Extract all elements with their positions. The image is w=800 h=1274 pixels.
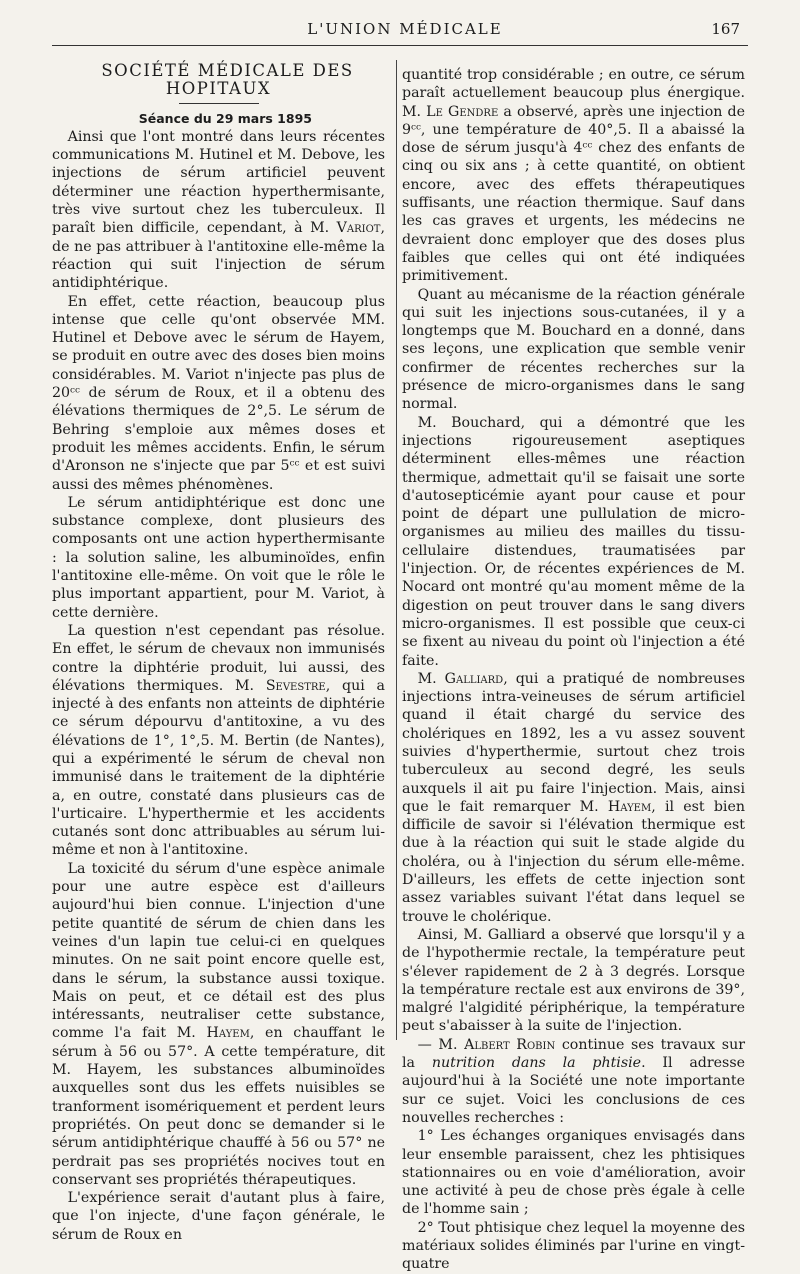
title-rule (179, 103, 259, 104)
paragraph: La toxicité du sérum d'une espèce animale pour une autre espèce est d'ailleurs aujourd'hui bien connue. L'injection d'une petite quantité de sérum de chien dans les veines d'un lapin tue celui-ci en quelques minutes. On ne sait point encore quelle est, dans le sérum, la substance aussi toxique. Mais on peut, et ce détail est des plus intéressants, neutraliser cette substance, comme l'a fait M. Hayem, en chauffant le sérum à 56 ou 57°. A cette température, dit M. Hayem, les substances albuminoïdes auxquelles sont dus les effets nuisibles se tranforment isomériquement et perdent leurs propriétés. On peut donc se demander si le sérum antidiphtérique chauffé à 56 ou 57° ne perdrait pas ses propriétés nocives tout en conservant ses propriétés thérapeutiques. (52, 860, 385, 1188)
paragraph: La question n'est cependant pas résolue. En effet, le sérum de chevaux non immunisés contre la diphtérie produit, lui aussi, des élévations thermiques. M. Sevestre, qui a injecté à des enfants non atteints de diphtérie ce sérum dépourvu d'antitoxine, a vu des élévations de 1°, 1°,5. M. Bertin (de Nantes), qui a expérimenté le sérum de cheval non immunisé dans le traitement de la diphtérie a, en outre, constaté dans plusieurs cas de l'urticaire. L'hyperthermie et les accidents cutanés sont donc attribuables au sérum lui-même et non à l'antitoxine. (52, 622, 385, 859)
running-header (60, 18, 750, 44)
paragraph: 1° Les échanges organiques envisagés dans leur ensemble paraissent, chez les phtisiques stationnaires ou en voie d'amélioration, avoir une activité à peu de chose près égale à celle de l'homme sain ; (402, 1128, 745, 1218)
paragraph: — M. Albert Robin continue ses travaux sur la nutrition dans la phtisie. Il adresse aujourd'hui à la Société une note importante sur ce sujet. Voici les conclusions de ces nouvelles recherches : (402, 1036, 746, 1126)
paragraph: M. Galliard, qui a pratiqué de nombreuses injections intra-veineuses de sérum artificiel quand il était chargé du service des cholériques en 1892, les a vu assez souvent suivies d'hyperthermie, surtout chez trois tuberculeux au second degré, les seuls auxquels il ait pu faire l'injection. Mais, ainsi que le fait remarquer M. Hayem, il est bien difficile de savoir si l'élévation thermique est due à la réaction qui suit le stade algide du choléra, ou à l'injection du sérum elle-même. D'ailleurs, les effets de cette injection sont assez variables suivant l'état dans lequel se trouve le cholérique. (402, 670, 746, 925)
paragraph: En effet, cette réaction, beaucoup plus intense que celle qu'ont observée MM. Hutinel et Debove avec le sérum de Hayem, se produit en outre avec des doses bien moins considérables. M. Variot n'injecte pas plus de 20ᶜᶜ de sérum de Roux, et il a obtenu des élévations thermiques de 2°,5. Le sérum de Behring s'emploie aux mêmes doses et produit les mêmes accidents. Enfin, le sérum d'Aronson ne s'injecte que par 5ᶜᶜ et est suivi aussi des mêmes phénomènes. (52, 293, 385, 493)
paragraph: L'expérience serait d'autant plus à faire, que l'on injecte, d'une façon générale, le sérum de Roux en (52, 1190, 385, 1243)
paragraph: Quant au mécanisme de la réaction générale qui suit les injections sous-cutanées, il y a longtemps que M. Bouchard en a donné, dans ses leçons, une explication que semble venir confirmer de récentes recherches sur la présence de micro-organismes dans le sang normal. (402, 286, 745, 413)
paragraph: Ainsi que l'ont montré dans leurs récentes communications M. Hutinel et M. Debove, les injections de sérum artificiel peuvent déterminer une réaction hyperthermisante, très vive surtout chez les tuberculeux. Il paraît bien difficile, cependant, à M. Variot, de ne pas attribuer à l'antitoxine elle-même la réaction qui suit l'injection de sérum antidiphtérique. (52, 128, 385, 292)
column-divider (396, 60, 397, 1040)
author-name: Variot (336, 220, 381, 237)
session-date: Séance du 29 mars 1895 (138, 110, 312, 126)
section-title: SOCIÉTÉ MÉDICALE DES HOPITAUX (101, 61, 354, 99)
author-name: Le Gendre (426, 103, 499, 120)
author-name: Albert Robin (464, 1036, 556, 1053)
paragraph: Ainsi, M. Galliard a observé que lorsqu'il y a de l'hypothermie rectale, la température peut s'élever rapidement de 2 à 3 degrés. Lorsque la température rectale est aux environs de 39°, malgré l'algidité périphérique, la température peut s'abaisser à la suite de l'injection. (402, 926, 745, 1035)
author-name: Sevestre (265, 677, 326, 694)
paragraph: 2° Tout phtisique chez lequel la moyenne des matériaux solides éliminés par l'urine en vingt-quatre (402, 1219, 745, 1273)
author-name: Galliard (444, 670, 504, 687)
author-name: Hayem (206, 1025, 250, 1042)
paragraph: quantité trop considérable ; en outre, ce sérum paraît actuellement beaucoup plus énergique. M. Le Gendre a observé, après une injection de 9ᶜᶜ, une température de 40°,5. Il a abaissé la dose de sérum jusqu'à 4ᶜᶜ chez des enfants de cinq ou six ans ; à cette quantité, on obtient encore, avec des effets thérapeutiques suffisants, une réaction thermique. Sauf dans les cas graves et urgents, les médecins ne devraient donc employer que des doses plus faibles que celles qui ont été indiquées primitivement. (402, 67, 745, 285)
right-column (402, 66, 745, 1274)
author-name: Hayem (607, 798, 652, 815)
paragraph: M. Bouchard, qui a démontré que les injections rigoureusement aseptiques déterminent elles-mêmes une réaction thermique, admettait qu'il se faisait une sorte d'autosepticémie ayant pour cause et pour point de départ une pullulation de micro-organismes au milieu des mailles du tissu-cellulaire distendues, traumatisées par l'injection. Or, de récentes expériences de M. Nocard ont montré qu'au moment même de la digestion on peut trouver dans le sang divers micro-organismes. Il est possible que ceux-ci se fixent au niveau du point où l'injection a été faite. (402, 414, 745, 669)
page-number: 167 (711, 20, 740, 38)
paragraph: Le sérum antidiphtérique est donc une substance complexe, dont plusieurs des composants ont une action hyperthermisante : la solution saline, les albuminoïdes, enfin l'antitoxine elle-même. On voit que le rôle le plus important appartient, pour M. Variot, à cette dernière. (52, 494, 385, 621)
left-column (52, 62, 385, 1244)
header-rule (52, 45, 748, 46)
italic-title: nutrition dans la phtisie (431, 1055, 642, 1072)
journal-title: L'UNION MÉDICALE (307, 20, 503, 38)
